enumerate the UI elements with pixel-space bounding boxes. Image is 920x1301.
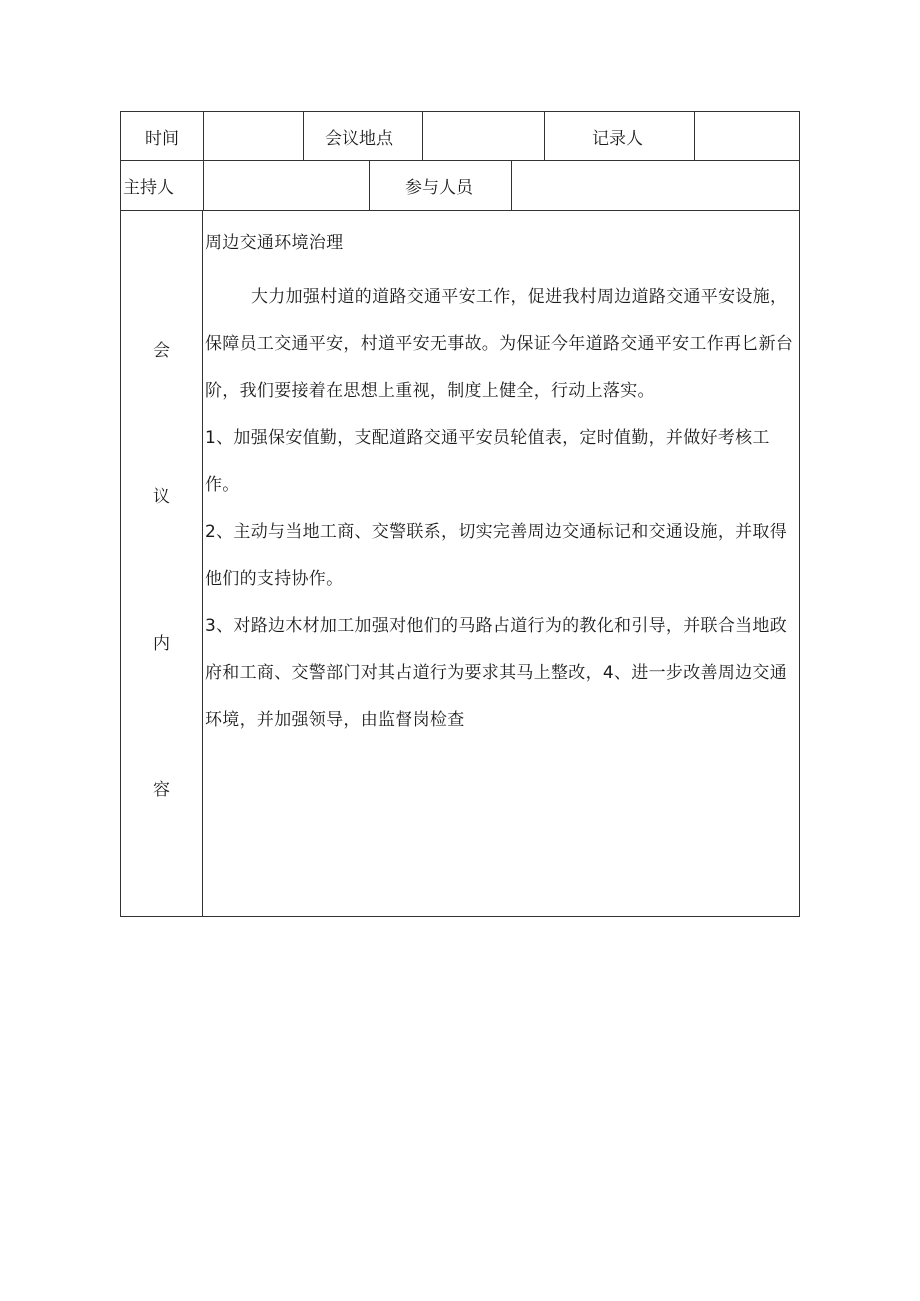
header-row [121, 112, 799, 161]
location-value[interactable] [422, 112, 544, 160]
time-label: 时间 [145, 128, 179, 149]
recorder-label: 记录人 [544, 112, 694, 160]
recorder-value[interactable] [694, 112, 799, 160]
content-title: 周边交通环境治理 [205, 233, 344, 253]
participants-value[interactable] [511, 161, 799, 210]
content-text-column[interactable] [203, 211, 799, 916]
content-label-column [121, 211, 203, 916]
participants-label: 参与人员 [369, 161, 511, 210]
time-value[interactable] [203, 112, 303, 160]
host-value[interactable] [203, 161, 369, 210]
meeting-content-row [121, 211, 799, 916]
content-label-char: 内 [153, 634, 170, 654]
content-paragraph: 大力加强村道的道路交通平安工作，促进我村周边道路交通平安设施，保障员工交通平安，村道平安无事故。为保证今年道路交通平安工作再匕新台阶，我们要接着在思想上重视，制度上健全，行动上落实。 [205, 287, 794, 401]
location-label: 会议地点 [303, 112, 422, 160]
host-row [121, 161, 799, 211]
content-paragraph: 3、对路边木材加工加强对他们的马路占道行为的教化和引导，并联合当地政府和工商、交警部门对其占道行为要求其马上整改，4、进一步改善周边交通环境，并加强领导，由监督岗检查 [205, 616, 788, 730]
content-label-char: 议 [153, 487, 170, 507]
content-paragraph: 1、加强保安值勤，支配道路交通平安员轮值表，定时值勤，并做好考核工作。 [205, 428, 770, 495]
content-label-char: 会 [153, 341, 170, 361]
content-label-char: 容 [153, 780, 170, 800]
meeting-record-form [120, 111, 800, 917]
content-paragraph: 2、主动与当地工商、交警联系，切实完善周边交通标记和交通设施，并取得他们的支持协作。 [205, 522, 788, 589]
host-label: 主持人 [123, 178, 174, 198]
